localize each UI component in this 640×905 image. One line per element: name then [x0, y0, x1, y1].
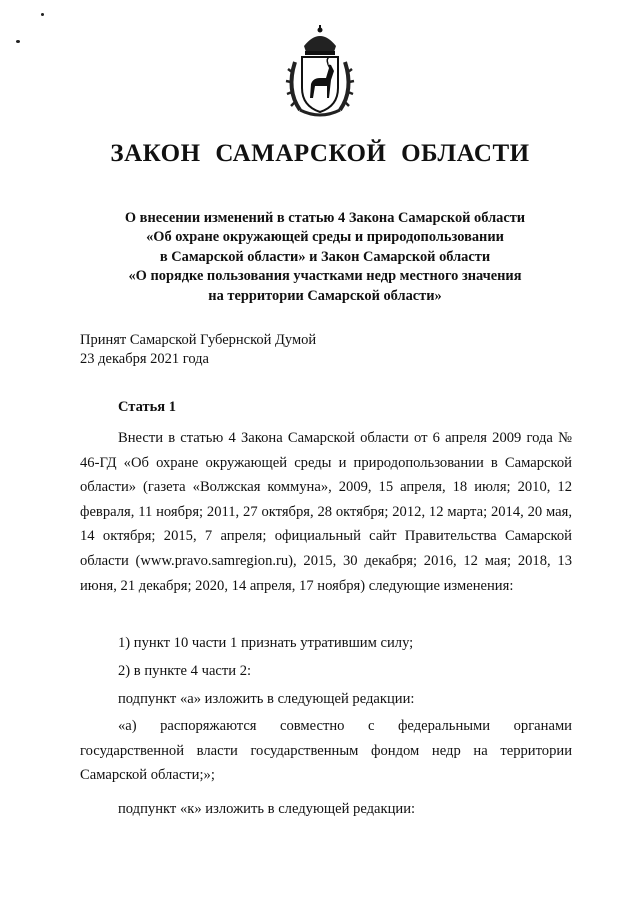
subtitle-line: в Самарской области» и Закон Самарской области	[159, 248, 491, 265]
adopted-by: Принят Самарской Губернской Думой	[80, 332, 317, 348]
subitem-k-intro: подпункт «к» изложить в следующей редакции:	[118, 801, 416, 817]
subitem-a-text: «а) распоряжаются совместно с федеральными органами государственной власти государственным фондом недр на территории Самарской области;»;	[80, 718, 572, 784]
subtitle-line: «О порядке пользования участками недр местного значения	[128, 268, 522, 285]
item-2: 2) в пункте 4 части 2:	[118, 663, 252, 679]
document-title: ЗАКОН САМАРСКОЙ ОБЛАСТИ	[110, 140, 530, 167]
article-intro-paragraph: Внести в статью 4 Закона Самарской области от 6 апреля 2009 года № 46-ГД «Об охране окружающей среды и природопользовании в Самарской области» (газета «Волжская коммуна», 2009, 15 апреля, 18 июля; 2010, 12 февраля, 11 ноября; 2011, 27 октября, 28 октября; 2012, 12 марта; 2014, 20 мая, 14 октября; 2015, 7 апреля; официальный сайт Правительства Самарской области (www.pravo.samregion.ru), 2015, 30 декабря; 2016, 12 мая; 2018, 13 июня, 21 декабря; 2020, 14 апреля, 17 ноября) следующие изменения:	[80, 430, 572, 594]
subitem-a-intro: подпункт «а» изложить в следующей редакции:	[118, 691, 415, 707]
item-1: 1) пункт 10 части 1 признать утратившим силу;	[118, 635, 414, 651]
document-subtitle	[80, 209, 570, 306]
subtitle-line: О внесении изменений в статью 4 Закона Самарской области	[124, 210, 526, 226]
adoption-block	[80, 331, 480, 369]
subtitle-line: на территории Самарской области»	[208, 287, 442, 304]
samara-coat-of-arms-icon	[282, 24, 358, 120]
article-heading: Статья 1	[118, 399, 176, 415]
scan-speck	[41, 13, 44, 16]
scan-speck	[16, 40, 20, 43]
adopted-date: 23 декабря 2021 года	[80, 351, 209, 367]
subtitle-line: «Об охране окружающей среды и природопользовании	[146, 229, 504, 246]
